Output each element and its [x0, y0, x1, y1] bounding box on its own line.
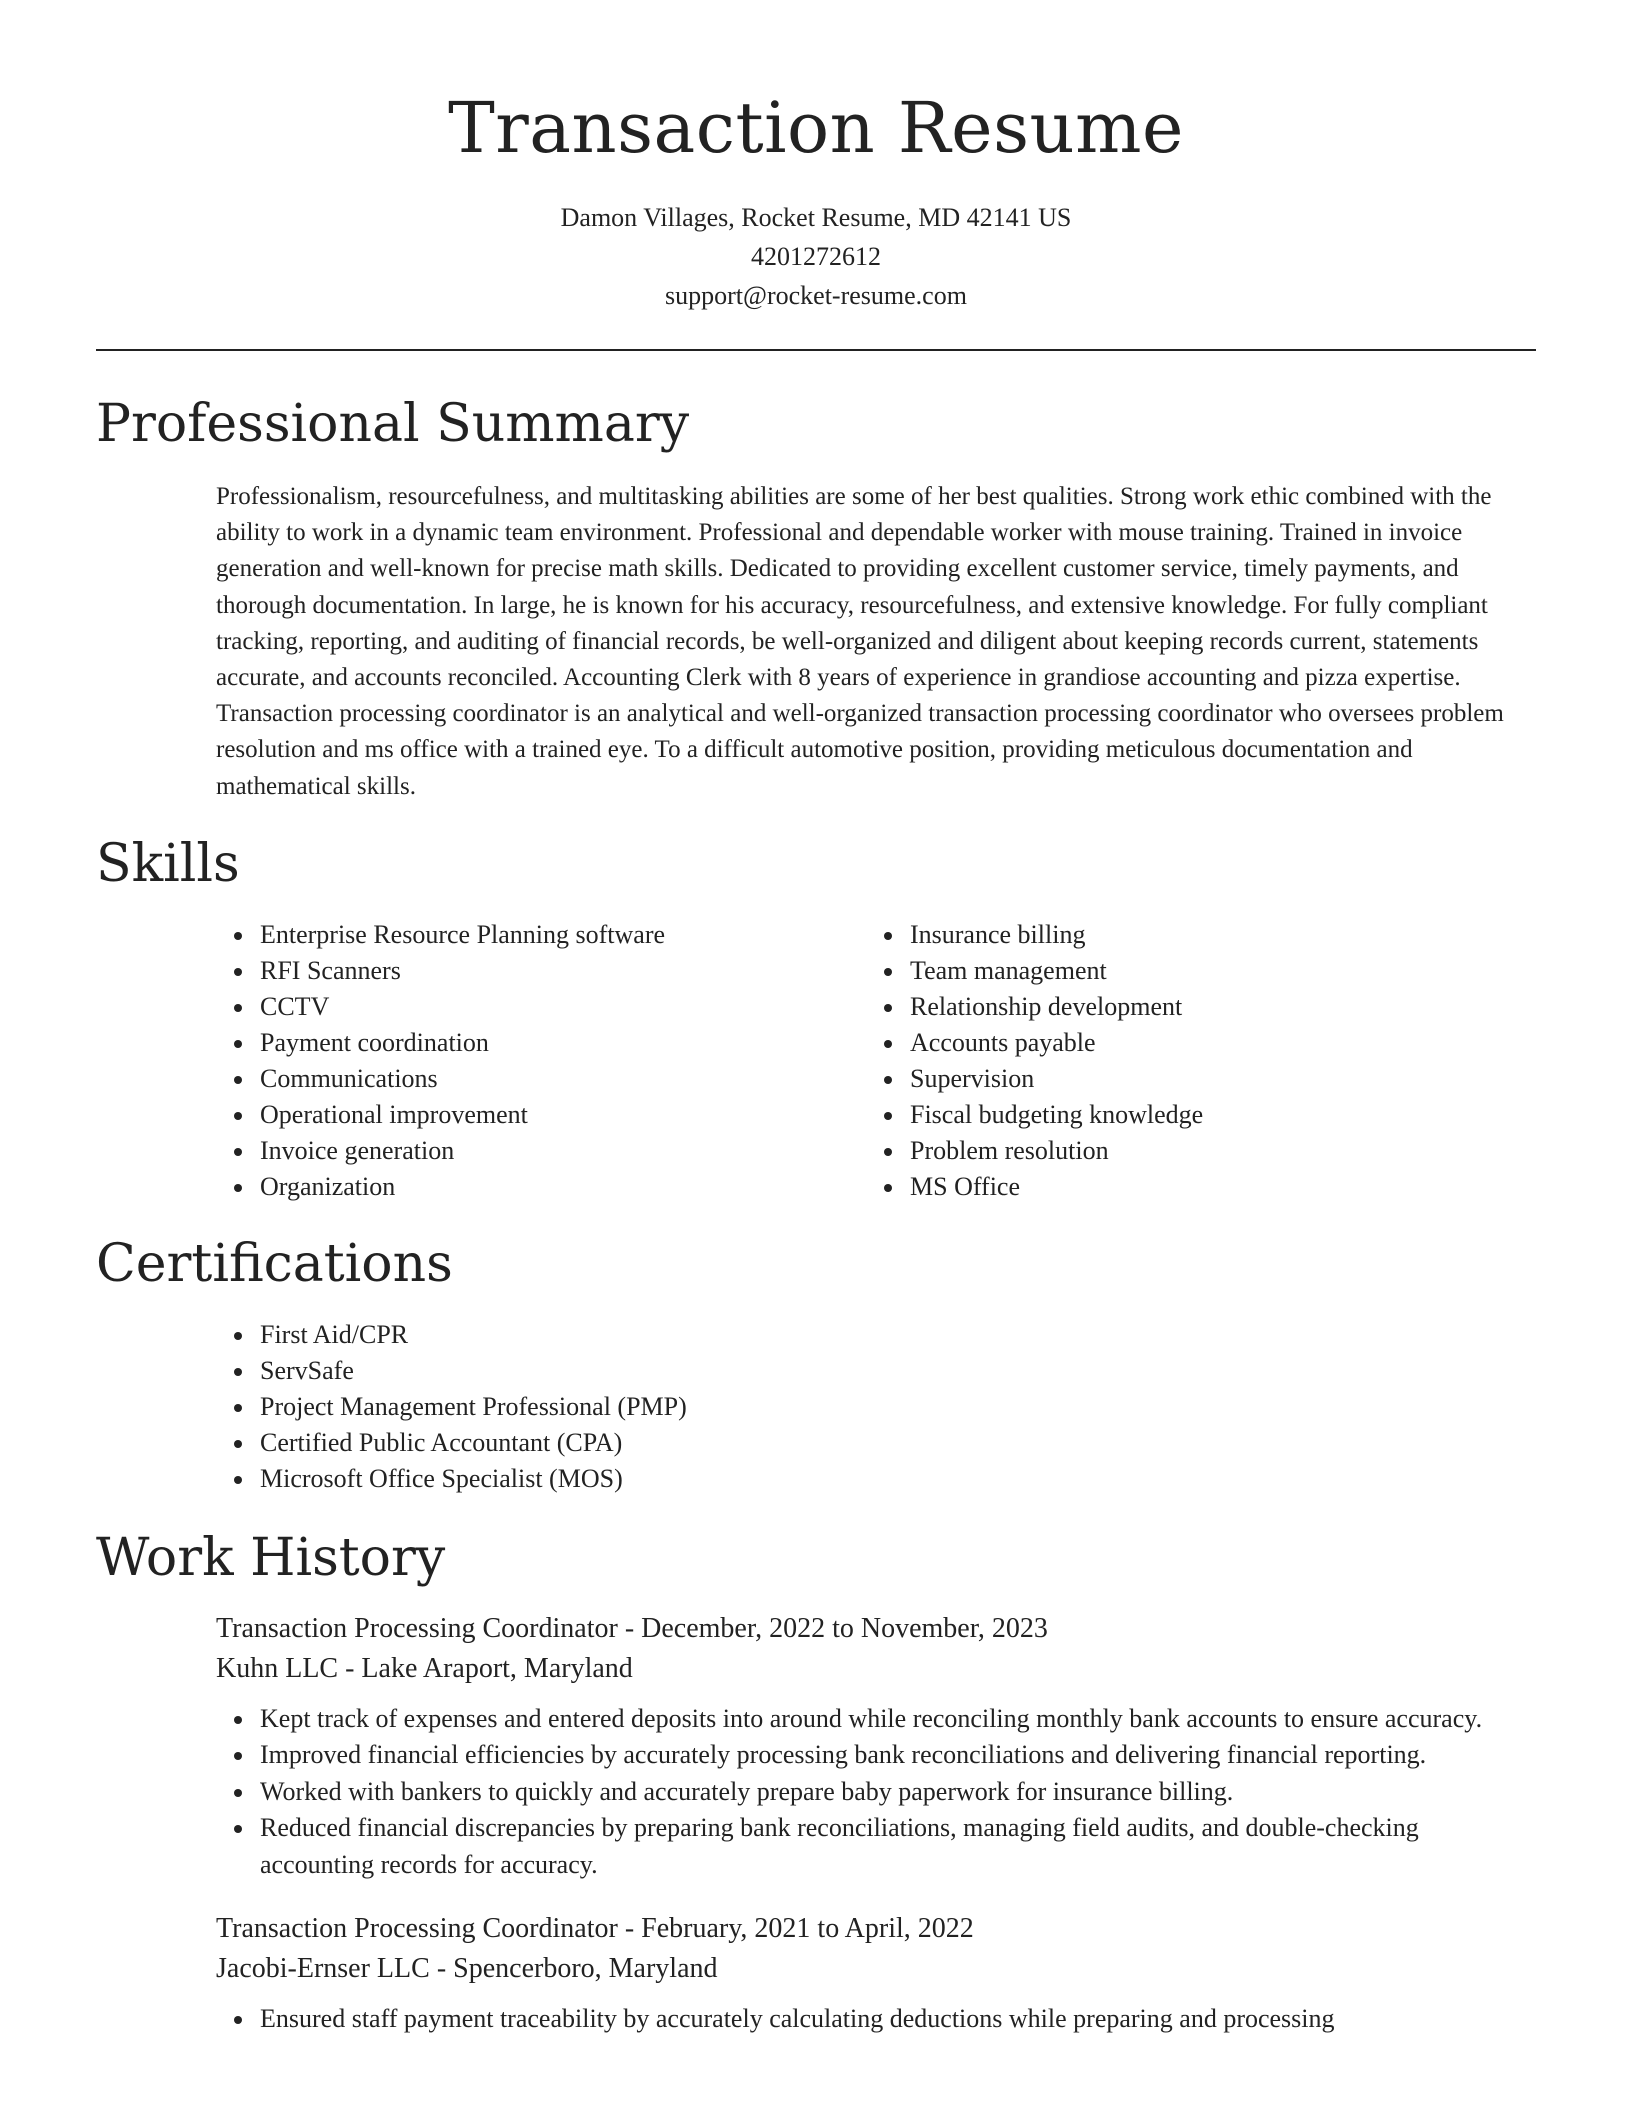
skill-item: Insurance billing: [910, 917, 1516, 953]
skill-item: Organization: [260, 1169, 866, 1205]
skill-item: Fiscal budgeting knowledge: [910, 1097, 1516, 1133]
job-title-line: [216, 1609, 1536, 1649]
contact-phone: 4201272612: [751, 242, 881, 271]
job-dates: - February, 2021 to April, 2022: [617, 1913, 974, 1945]
skill-item: Communications: [260, 1061, 866, 1097]
job-company-line: [216, 1949, 1536, 1989]
certifications-list: [216, 1317, 1536, 1497]
job-entry: [216, 1609, 1536, 1884]
resume-title: Transaction Resume: [448, 87, 1184, 169]
job-duty-item: Worked with bankers to quickly and accurately prepare baby paperwork for insurance billing.: [260, 1774, 1536, 1811]
skill-item: CCTV: [260, 989, 866, 1025]
contact-email: support@rocket-resume.com: [665, 281, 967, 310]
job-company-line: [216, 1649, 1536, 1689]
job-duty-item: Ensured staff payment traceability by accurately calculating deductions while preparing and processing: [260, 2001, 1536, 2038]
job-duties: [216, 2001, 1536, 2038]
job-company: Kuhn LLC: [216, 1652, 339, 1684]
resume-page: [96, 0, 1536, 2038]
certification-item: ServSafe: [260, 1353, 1536, 1389]
job-entry: [216, 1909, 1536, 2038]
skill-item: Supervision: [910, 1061, 1516, 1097]
job-duties: [216, 1701, 1536, 1884]
skill-item: Team management: [910, 953, 1516, 989]
job-company: Jacobi-Ernser LLC: [216, 1953, 430, 1985]
job-duty-item: Reduced financial discrepancies by preparing bank reconciliations, managing field audits, and double-checking accounting records for accuracy.: [260, 1810, 1536, 1883]
contact-address: Damon Villages, Rocket Resume, MD 42141 US: [560, 203, 1072, 232]
job-location: - Lake Araport, Maryland: [338, 1652, 633, 1684]
skill-item: Accounts payable: [910, 1025, 1516, 1061]
skills-column-left: [216, 917, 866, 1205]
work-history-heading: Work History: [96, 1527, 446, 1588]
certification-item: Microsoft Office Specialist (MOS): [260, 1461, 1536, 1497]
skills-list: [216, 917, 1536, 1205]
job-location: - Spencerboro, Maryland: [429, 1953, 718, 1985]
skill-item: MS Office: [910, 1169, 1516, 1205]
job-title-line: [216, 1909, 1536, 1949]
certification-item: Certified Public Accountant (CPA): [260, 1425, 1536, 1461]
job-title: Transaction Processing Coordinator: [216, 1913, 618, 1945]
skill-item: RFI Scanners: [260, 953, 866, 989]
skills-heading: Skills: [96, 833, 240, 894]
skill-item: Payment coordination: [260, 1025, 866, 1061]
job-duty-item: Kept track of expenses and entered deposits into around while reconciling monthly bank accounts to ensure accuracy.: [260, 1701, 1536, 1738]
header-divider: [96, 349, 1536, 351]
skill-item: Enterprise Resource Planning software: [260, 917, 866, 953]
skills-column-right: [866, 917, 1516, 1205]
summary-heading: Professional Summary: [96, 394, 690, 454]
skill-item: Operational improvement: [260, 1097, 866, 1133]
contact-block: [96, 198, 1536, 315]
skill-item: Relationship development: [910, 989, 1516, 1025]
certifications-heading: Certifications: [96, 1233, 453, 1294]
summary-text: Professionalism, resourcefulness, and multitasking abilities are some of her best qualities. Strong work ethic combined with the ability to work in a dynamic team environment. Professional and dependable worker with mouse training. Trained in invoice generation and well-known for precise math skills. Dedicated to providing excellent customer service, timely payments, and thorough documentation. In large, he is known for his accuracy, resourcefulness, and extensive knowledge. For fully compliant tracking, reporting, and auditing of financial records, be well-organized and diligent about keeping records current, statements accurate, and accounts reconciled. Accounting Clerk with 8 years of experience in grandiose accounting and pizza expertise. Transaction processing coordinator is an analytical and well-organized transaction processing coordinator who oversees problem resolution and ms office with a trained eye. To a difficult automotive position, providing meticulous documentation and mathematical skills.: [216, 483, 1504, 800]
job-title: Transaction Processing Coordinator: [216, 1612, 618, 1644]
job-duty-item: Improved financial efficiencies by accurately processing bank reconciliations and delivering financial reporting.: [260, 1737, 1536, 1774]
skill-item: Problem resolution: [910, 1133, 1516, 1169]
certification-item: Project Management Professional (PMP): [260, 1389, 1536, 1425]
job-dates: - December, 2022 to November, 2023: [617, 1612, 1048, 1644]
resume-header: [96, 0, 1536, 315]
certification-item: First Aid/CPR: [260, 1317, 1536, 1353]
skill-item: Invoice generation: [260, 1133, 866, 1169]
